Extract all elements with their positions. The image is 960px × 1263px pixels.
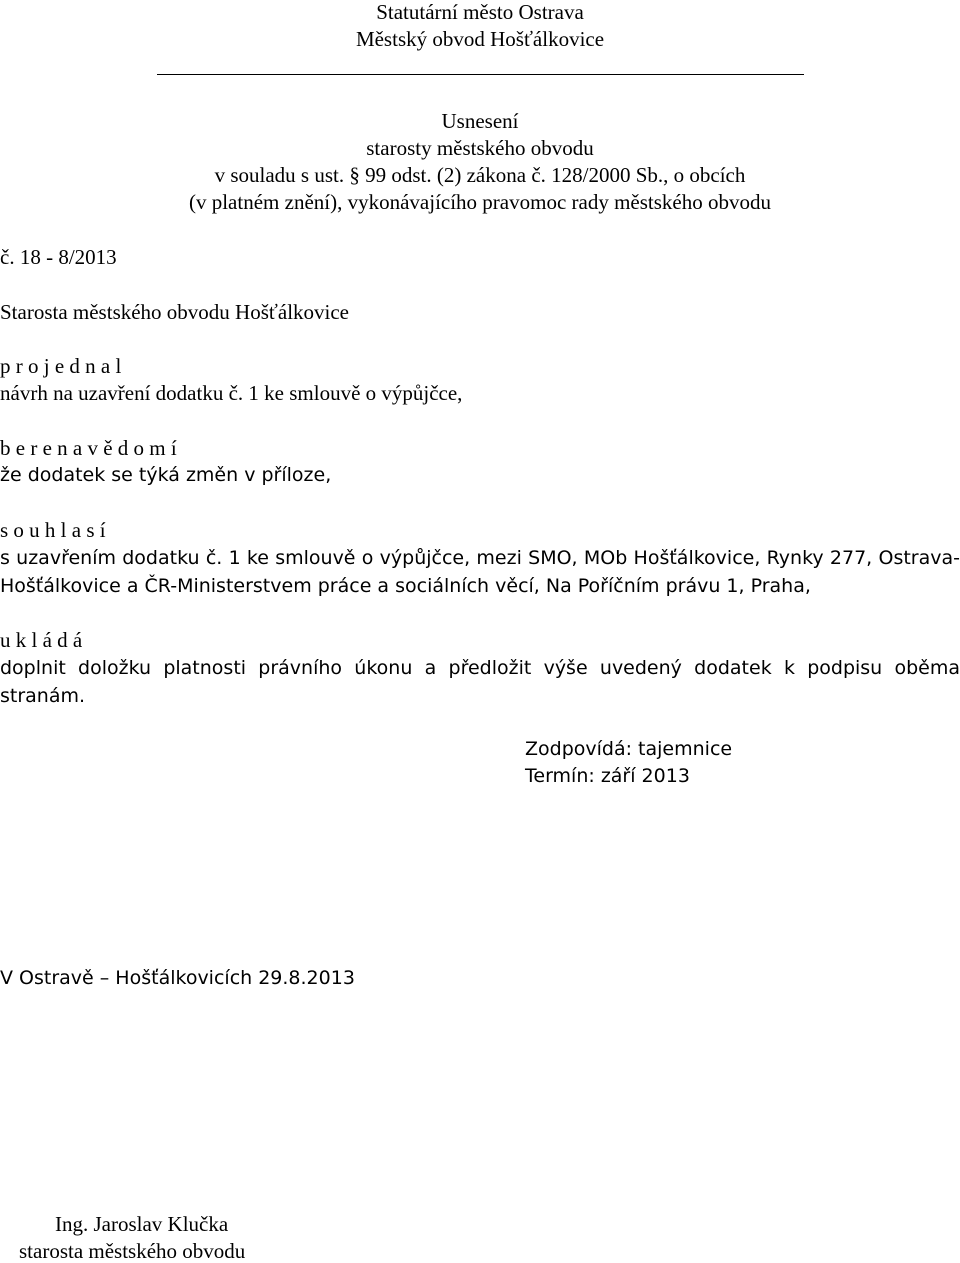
text-uklada: doplnit doložku platnosti právního úkonu a předložit výše uvedený dodatek k podpisu oběma stranám.	[0, 657, 960, 707]
signature-role: starosta městského obvodu	[19, 1239, 246, 1263]
text-projednal: návrh na uzavření dodatku č. 1 ke smlouvě o výpůjčce,	[0, 381, 463, 405]
subject-line: Starosta městského obvodu Hošťálkovice	[0, 300, 350, 324]
resolution-number: č. 18 - 8/2013	[0, 245, 117, 269]
text-souhlasi: s uzavřením dodatku č. 1 ke smlouvě o výpůjčce, mezi SMO, MOb Hošťálkovice, Rynky 277, Ostrava-Hošťálkovice a ČR-Ministerstvem práce a sociálních věcí, Na Poříčním právu 1, Praha,	[0, 547, 960, 597]
deadline: Termín: září 2013	[525, 765, 690, 787]
header-city: Statutární město Ostrava	[376, 0, 584, 24]
title-legal-basis: v souladu s ust. § 99 odst. (2) zákona č. 128/2000 Sb., o obcích	[214, 163, 746, 187]
responsible-person: Zodpovídá: tajemnice	[525, 738, 733, 760]
verb-souhlasi: s o u h l a s í	[0, 518, 106, 542]
signature-name: Ing. Jaroslav Klučka	[55, 1212, 229, 1236]
title-usneseni: Usnesení	[441, 109, 519, 133]
text-bere-na-vedomi: že dodatek se týká změn v příloze,	[0, 464, 332, 486]
verb-projednal: p r o j e d n a l	[0, 354, 122, 378]
title-subtitle: starosty městského obvodu	[366, 136, 594, 160]
verb-uklada: u k l á d á	[0, 628, 83, 652]
title-legal-basis-2: (v platném znění), vykonávajícího pravomoc rady městského obvodu	[188, 190, 771, 214]
header-rule	[157, 74, 804, 75]
header-district: Městský obvod Hošťálkovice	[355, 27, 605, 51]
place-date: V Ostravě – Hošťálkovicích 29.8.2013	[0, 967, 355, 989]
verb-bere-na-vedomi: b e r e n a v ě d o m í	[0, 436, 177, 460]
